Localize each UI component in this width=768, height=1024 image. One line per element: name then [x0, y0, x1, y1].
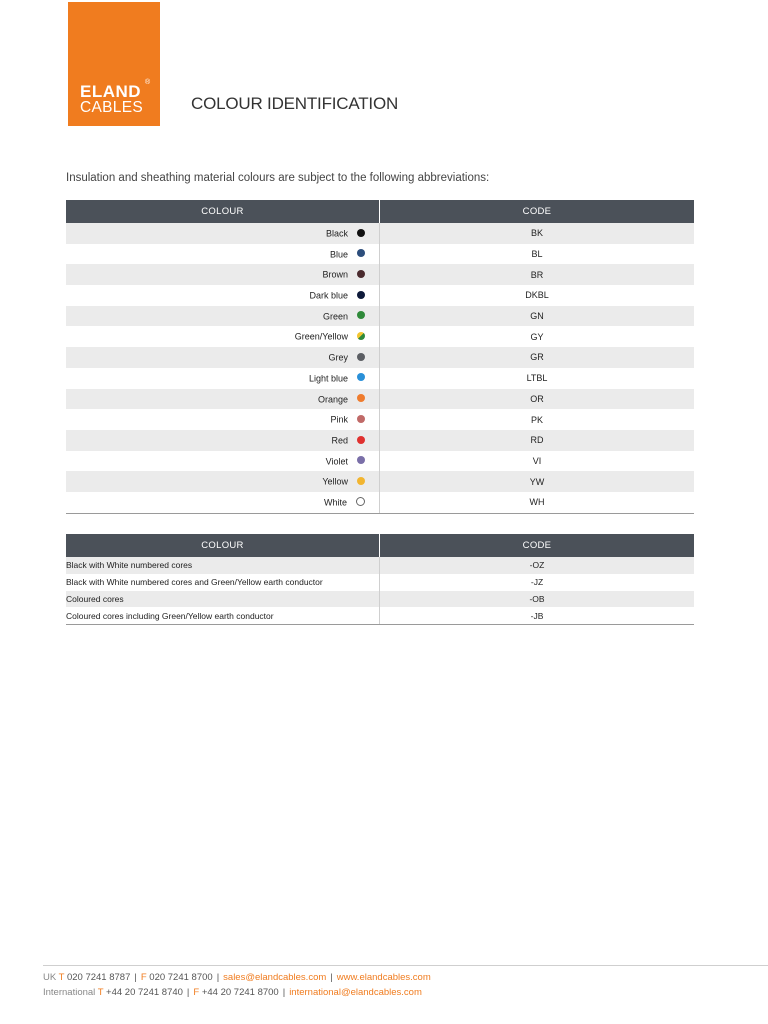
code-cell: RD [380, 430, 695, 451]
uk-email-link[interactable]: sales@elandcables.com [223, 972, 327, 983]
table-row [66, 591, 694, 608]
eland-cables-logo [68, 2, 160, 126]
table-row [66, 557, 694, 574]
colour-name: Blue [329, 249, 348, 260]
table-row [66, 285, 694, 306]
colour-cell [66, 306, 380, 327]
uk-fax-label: F [140, 972, 147, 983]
table-row [66, 409, 694, 430]
logo-registered-mark: ® [145, 79, 151, 86]
code-cell: -OB [380, 591, 695, 608]
table-row [66, 368, 694, 389]
code-cell: YW [380, 471, 695, 492]
intl-telephone: +44 20 7241 8740 [106, 987, 183, 998]
colour-name: Yellow [322, 476, 348, 487]
code-column-header: CODE [380, 534, 695, 557]
colour-swatch-icon [357, 477, 365, 485]
code-cell: PK [530, 414, 543, 425]
colour-cell [66, 223, 380, 244]
colour-swatch-icon [357, 249, 365, 257]
colour-cell [66, 492, 380, 513]
colour-cell: Black with White numbered cores [66, 557, 380, 574]
colour-swatch-icon [357, 353, 365, 361]
table-row [66, 574, 694, 591]
footer-uk-contact: UK T 020 7241 8787 | F 020 7241 8700 | sales@elandcables.com | www.elandcables.com [43, 972, 431, 983]
colour-cell: Black with White numbered cores and Green/Yellow earth conductor [66, 574, 380, 591]
colour-cell [66, 244, 380, 265]
colour-name: Green/Yellow [294, 332, 348, 343]
page-title: COLOUR IDENTIFICATION [191, 94, 399, 113]
logo-line1: ELAND [80, 82, 142, 101]
colour-cell [66, 368, 380, 389]
colour-swatch-icon [357, 415, 365, 423]
colour-cell [66, 430, 380, 451]
intl-email-link[interactable]: international@elandcables.com [289, 987, 422, 998]
table-row [66, 492, 694, 513]
table-row [66, 326, 694, 347]
intro-text: Insulation and sheathing material colours are subject to the following abbreviations: [66, 172, 490, 184]
colour-cell [66, 471, 380, 492]
colour-cell [66, 347, 380, 368]
code-cell: GR [380, 347, 695, 368]
colour-cell [66, 326, 380, 347]
colour-name: Grey [328, 352, 348, 363]
colour-cell [66, 285, 380, 306]
colour-name: Light blue [308, 373, 348, 384]
footer-divider [43, 965, 768, 966]
table-row [66, 264, 694, 285]
uk-telephone: 020 7241 8787 [66, 972, 131, 983]
code-cell: OR [380, 389, 695, 410]
colour-code-table [66, 200, 694, 514]
colour-swatch-icon [357, 311, 365, 319]
table-row [66, 306, 694, 327]
code-cell: -OZ [380, 557, 695, 574]
uk-tel-label: T [58, 972, 65, 983]
code-cell: GN [380, 306, 695, 327]
colour-swatch-icon [357, 394, 365, 402]
uk-fax: 020 7241 8700 [149, 972, 213, 983]
logo-line2: CABLES [80, 99, 143, 116]
colour-name: Orange [317, 394, 348, 405]
code-cell: GY [530, 331, 544, 342]
code-cell: BL [531, 249, 543, 260]
colour-swatch-icon [357, 373, 365, 381]
colour-name: Green [322, 311, 348, 322]
colour-name: Pink [330, 414, 348, 425]
colour-code-table-body [66, 223, 694, 513]
colour-swatch-icon [357, 332, 365, 340]
colour-cell [66, 409, 380, 430]
code-cell: WH [380, 492, 695, 513]
core-colour-code-table [66, 534, 694, 625]
code-cell: LTBL [526, 373, 548, 384]
uk-label: UK [43, 972, 57, 983]
table-row [66, 223, 694, 244]
intl-fax: +44 20 7241 8700 [201, 987, 279, 998]
colour-cell: Coloured cores [66, 591, 380, 608]
footer-international-contact: International T +44 20 7241 8740 | F +44 20 7241 8700 | international@elandcables.com [43, 987, 422, 998]
website-link[interactable]: www.elandcables.com [336, 972, 431, 983]
table-row [66, 347, 694, 368]
table-row [66, 607, 694, 624]
table-row [66, 471, 694, 492]
code-cell: -JB [380, 607, 695, 624]
intl-tel-label: T [97, 987, 104, 998]
colour-swatch-icon [357, 436, 365, 444]
colour-swatch-icon [357, 229, 365, 237]
colour-name: Violet [325, 456, 348, 467]
colour-name: Black [325, 228, 348, 239]
code-cell: DKBL [525, 290, 549, 301]
core-colour-code-table-body [66, 557, 694, 625]
code-cell: -JZ [530, 577, 544, 588]
international-label: International [43, 987, 96, 998]
colour-column-header: COLOUR [66, 534, 380, 557]
colour-swatch-icon [357, 270, 365, 278]
colour-swatch-icon [357, 291, 365, 299]
table-row [66, 430, 694, 451]
colour-cell [66, 389, 380, 410]
code-column-header: CODE [380, 200, 695, 223]
table-row [66, 244, 694, 265]
colour-name: Red [331, 435, 348, 446]
colour-column-header: COLOUR [66, 200, 380, 223]
colour-swatch-icon [357, 456, 365, 464]
colour-name: Brown [322, 270, 348, 281]
code-cell: BK [380, 223, 695, 244]
colour-cell [66, 451, 380, 472]
colour-name: Dark blue [309, 290, 348, 301]
intl-fax-label: F [193, 987, 200, 998]
code-cell: VI [532, 455, 542, 466]
table-row [66, 451, 694, 472]
colour-name: White [323, 497, 347, 508]
code-cell: BR [380, 264, 695, 285]
colour-swatch-icon [356, 497, 365, 506]
colour-cell: Coloured cores including Green/Yellow earth conductor [66, 607, 380, 624]
table-row [66, 389, 694, 410]
colour-cell [66, 264, 380, 285]
